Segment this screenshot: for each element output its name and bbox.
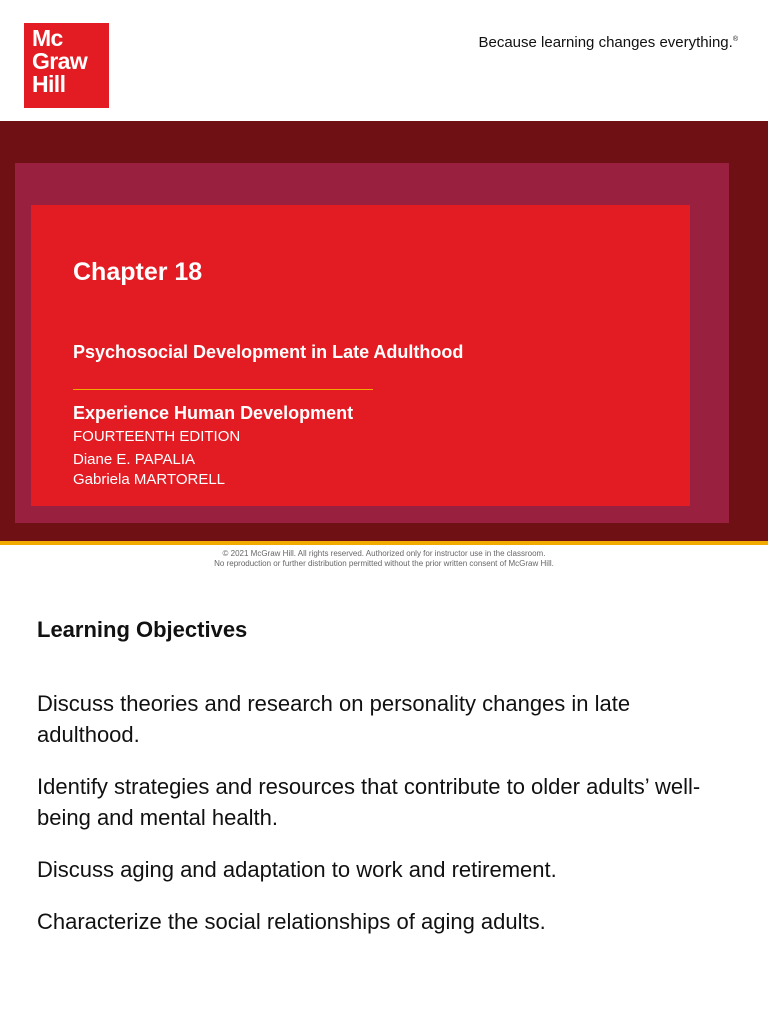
banner-gold-rule xyxy=(0,541,768,545)
objectives-list xyxy=(37,688,737,958)
objective-item: Discuss theories and research on personality changes in late adulthood. xyxy=(37,691,631,747)
logo-line-hill: Hill xyxy=(32,71,66,97)
objectives-heading: Learning Objectives xyxy=(37,617,248,642)
author-name: Gabriela MARTORELL xyxy=(73,471,226,488)
objective-item: Identify strategies and resources that contribute to older adults’ well-being and mental health. xyxy=(37,774,701,830)
author-name: Diane E. PAPALIA xyxy=(73,451,196,468)
book-edition: FOURTEENTH EDITION xyxy=(73,428,241,445)
logo-line-graw: Graw xyxy=(32,48,88,74)
objective-item: Discuss aging and adaptation to work and retirement. xyxy=(37,857,557,882)
registered-mark: ® xyxy=(732,36,738,43)
tagline-text: Because learning changes everything. xyxy=(478,34,733,51)
logo-line-mc: Mc xyxy=(32,25,63,51)
copyright-line: No reproduction or further distribution permitted without the prior written consent of McGraw Hill. xyxy=(214,559,554,568)
objective-item: Characterize the social relationships of aging adults. xyxy=(37,909,546,934)
mcgraw-hill-logo xyxy=(24,23,109,108)
copyright-line: © 2021 McGraw Hill. All rights reserved. Authorized only for instructor use in the classroom. xyxy=(222,549,546,558)
chapter-subtitle: Psychosocial Development in Late Adulthood xyxy=(73,342,464,362)
book-title: Experience Human Development xyxy=(73,403,354,423)
tagline xyxy=(478,34,738,51)
chapter-title: Chapter 18 xyxy=(73,258,203,286)
title-divider xyxy=(73,389,373,390)
copyright-notice xyxy=(0,549,768,569)
